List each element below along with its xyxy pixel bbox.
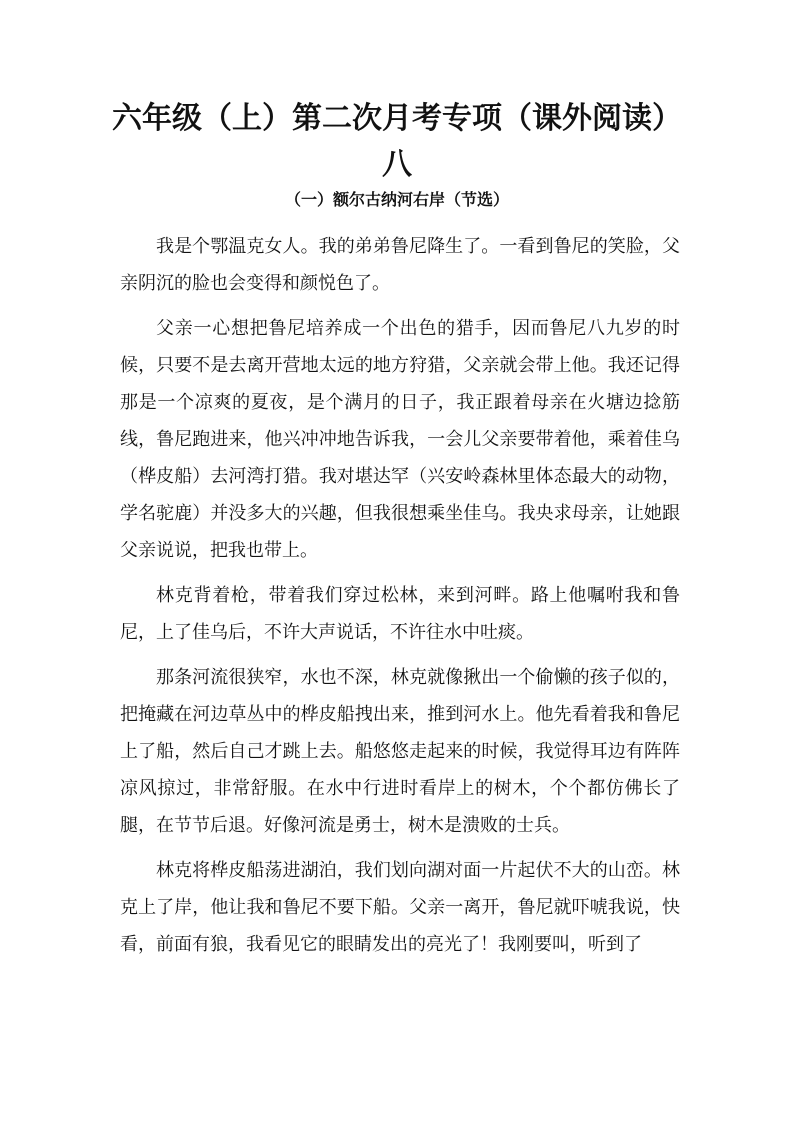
paragraph-1: 我是个鄂温克女人。我的弟弟鲁尼降生了。一看到鲁尼的笑脸，父亲阴沉的脸也会变得和颜悦色了。	[120, 236, 680, 294]
paragraph-2: 父亲一心想把鲁尼培养成一个出色的猎手，因而鲁尼八九岁的时候，只要不是去离开营地太远的地方狩猎，父亲就会带上他。我还记得那是一个凉爽的夏夜，是个满月的日子，我正跟着母亲在火塘边捻筋线，鲁尼跑进来，他兴冲冲地告诉我，一会儿父亲要带着他，乘着佳乌（桦皮船）去河湾打猎。我对堪达罕（兴安岭森林里体态最大的动物，学名驼鹿）并没多大的兴趣，但我很想乘坐佳乌。我央求母亲，让她跟父亲说说，把我也带上。	[120, 318, 680, 561]
paragraph-5: 林克将桦皮船荡进湖泊，我们划向湖对面一片起伏不大的山峦。林克上了岸，他让我和鲁尼不要下船。父亲一离开，鲁尼就吓唬我说，快看，前面有狼，我看见它的眼睛发出的亮光了！我刚要叫，听到了	[120, 860, 680, 955]
article-body	[120, 228, 680, 971]
section-subtitle: （一）额尔古纳河右岸（节选）	[284, 190, 509, 209]
paragraph-3: 林克背着枪，带着我们穿过松林，来到河畔。路上他嘱咐我和鲁尼，上了佳乌后，不许大声说话，不许往水中吐痰。	[120, 585, 680, 643]
paragraph-4: 那条河流很狭窄，水也不深，林克就像揪出一个偷懒的孩子似的，把掩藏在河边草丛中的桦皮船拽出来，推到河水上。他先看着我和鲁尼上了船，然后自己才跳上去。船悠悠走起来的时候，我觉得耳边有阵阵凉风掠过，非常舒服。在水中行进时看岸上的树木，个个都仿佛长了腿，在节节后退。好像河流是勇士，树木是溃败的士兵。	[120, 667, 680, 836]
page-title: 六年级（上）第二次月考专项（课外阅读）八	[112, 101, 682, 182]
